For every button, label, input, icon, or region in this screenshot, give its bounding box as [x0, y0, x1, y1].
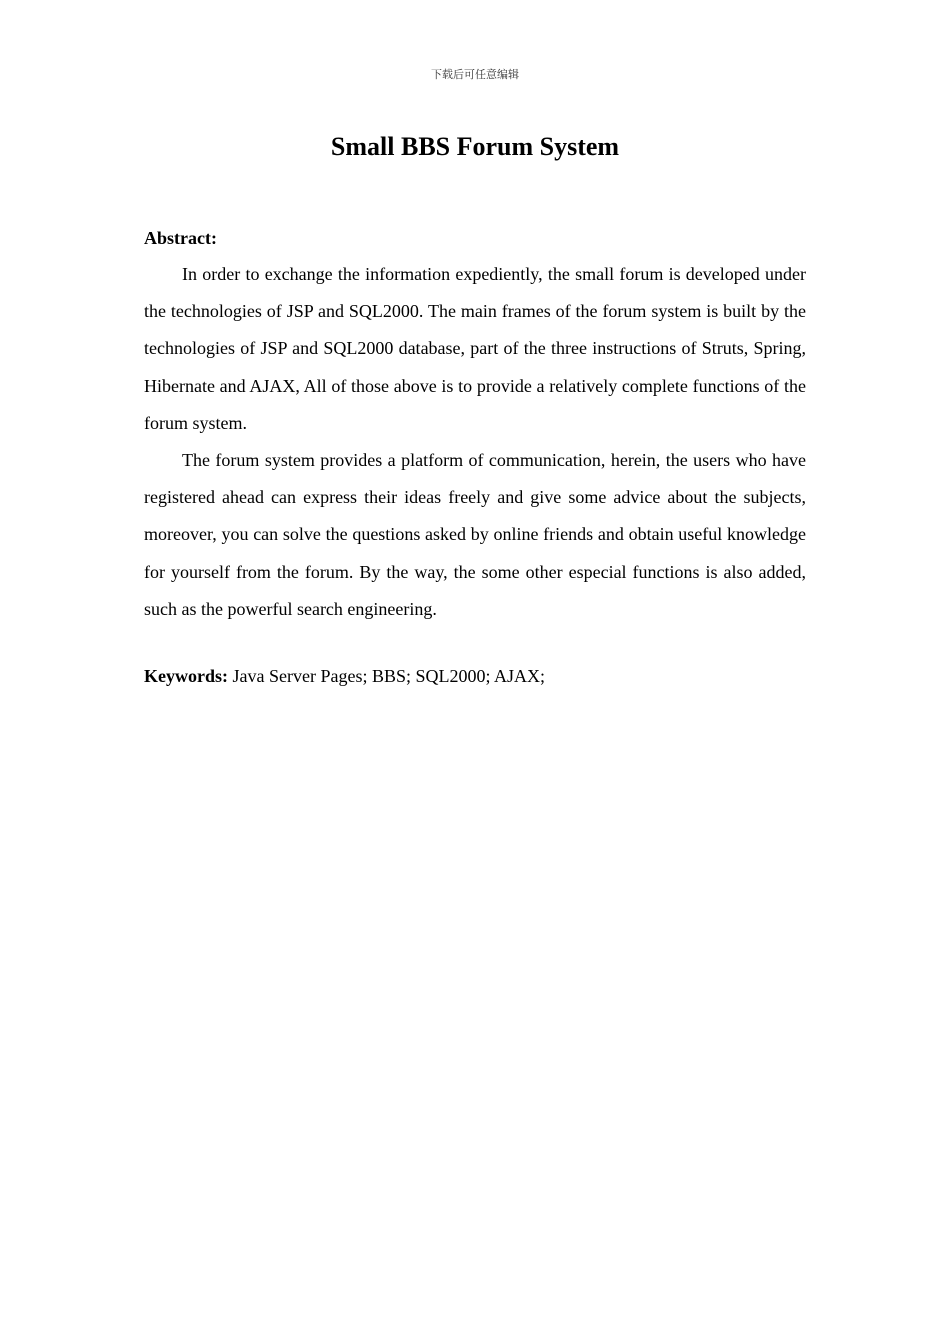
abstract-section	[144, 224, 806, 690]
keywords-line	[144, 662, 806, 690]
page-title: Small BBS Forum System	[330, 132, 620, 161]
abstract-heading: Abstract:	[144, 228, 217, 248]
keywords-value: Java Server Pages; BBS; SQL2000; AJAX;	[232, 666, 545, 687]
abstract-paragraph-1: In order to exchange the information expediently, the small forum is developed under the technologies of JSP and SQL2000. The main frames of the forum system is built by the technologies of JSP and SQL2000 database, part of the three instructions of Struts, Spring, Hibernate and AJAX, All of those above is to provide a relatively complete functions of the forum system.	[144, 264, 806, 433]
abstract-paragraph-2: The forum system provides a platform of communication, herein, the users who have registered ahead can express their ideas freely and give some advice about the subjects, moreover, you can solve the questions asked by online friends and obtain useful knowledge for yourself from the forum. By the way, the some other especial functions is also added, such as the powerful search engineering.	[144, 450, 806, 619]
keywords-label: Keywords:	[144, 666, 228, 687]
header-note: 下载后可任意编辑	[431, 68, 519, 81]
